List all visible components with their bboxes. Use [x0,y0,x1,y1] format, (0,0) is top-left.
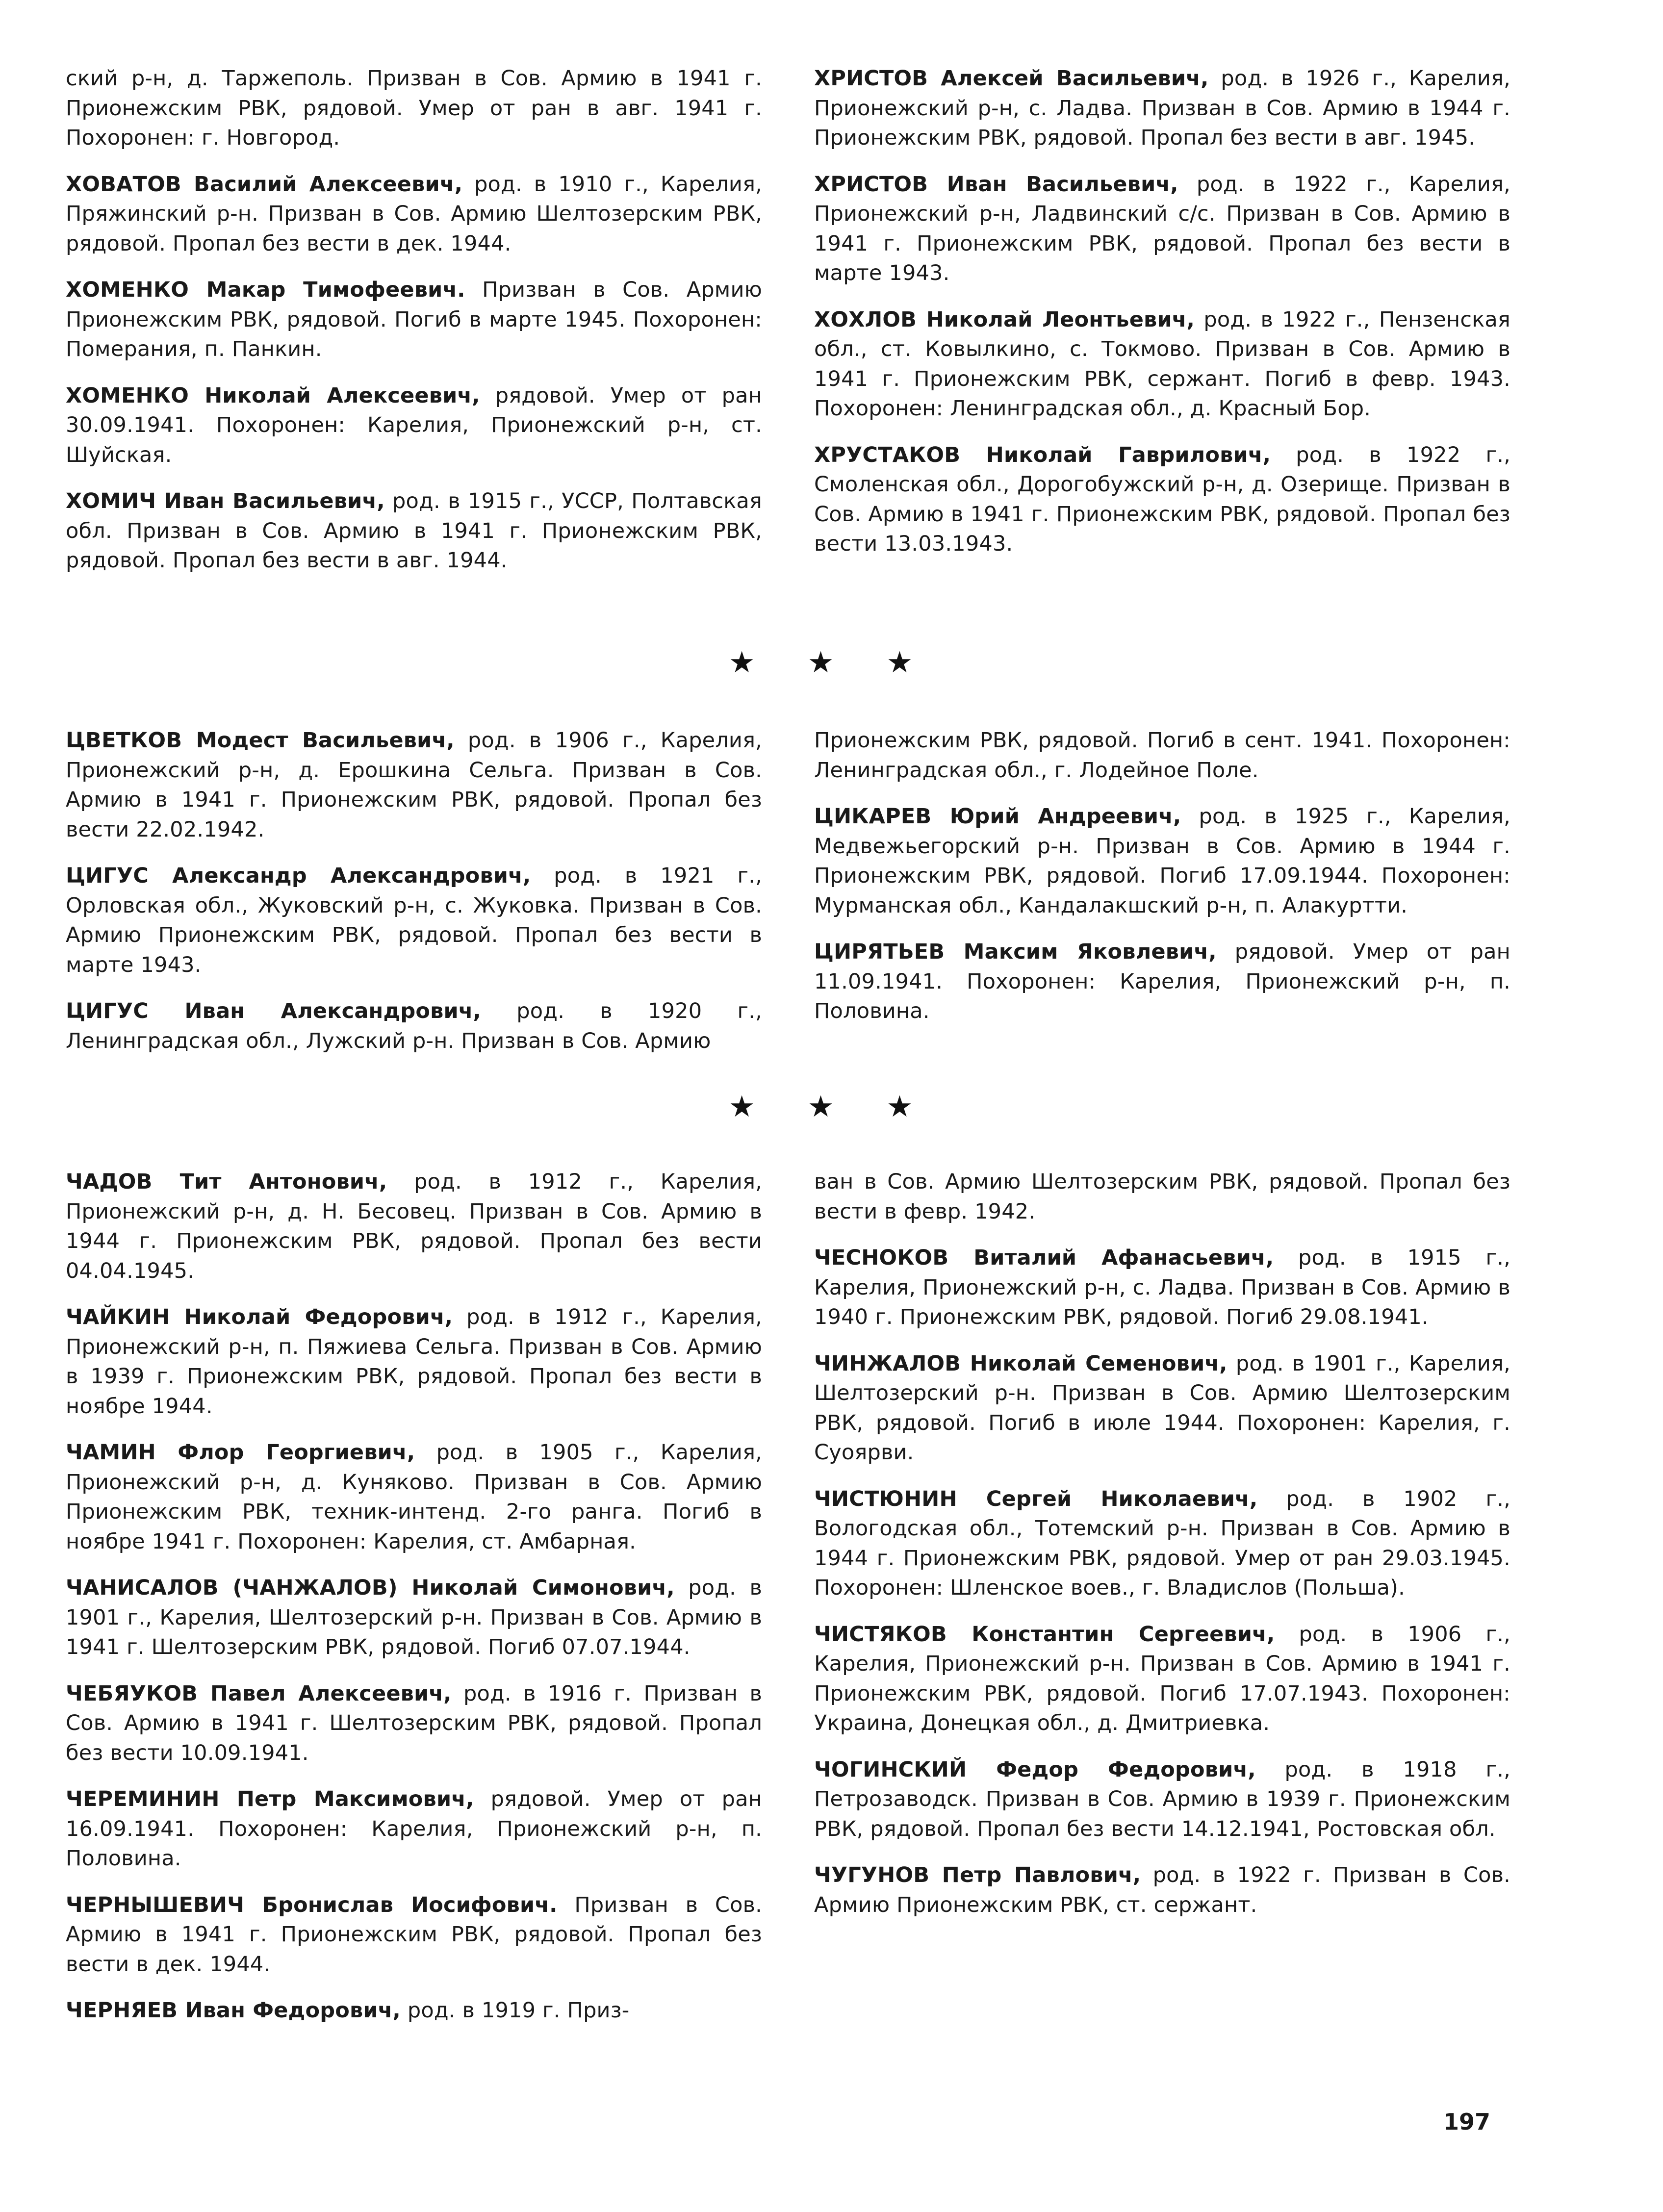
right-column [814,726,1510,1043]
entry-details: род. в 1921 г., Орловская обл., Жуковский р-н, с. Жуковка. Призван в Сов. Армию Прионежским РВК, рядовой. Пропал без вести в марте 1943. [66,864,762,977]
memorial-entry [66,64,762,153]
person-name: ЧЕСНОКОВ Виталий Афанасьевич, [814,1246,1274,1270]
entry-details: род. в 1922 г., Карелия, Прионежский р-н, Ладвинский с/с. Призван в Сов. Армию в 1941 г. Прионежским РВК, рядовой. Пропал без вести в марте 1943. [814,172,1510,285]
person-name: ЦИГУС Иван Александрович, [66,999,482,1023]
left-column [66,726,762,1072]
person-name: ЧУГУНОВ Петр Павлович, [814,1863,1141,1887]
right-column [814,1167,1510,1936]
entry-details: Прионежским РВК, рядовой. Погиб в сент. 1941. Похоронен: Ленинградская обл., г. Лодейное Поле. [814,728,1510,783]
entry-details: род. в 1901 г., Карелия, Шелтозерский р-н. Призван в Сов. Армию Шелтозерским РВК, рядовой. Погиб в июле 1944. Похоронен: Карелия, г. Суоярви. [814,1351,1511,1465]
person-name: ХРИСТОВ Алексей Васильевич, [814,66,1209,91]
memorial-entry [66,1438,762,1556]
entry-details: род. в 1912 г., Карелия, Прионежский р-н, п. Пяжиева Сельга. Призван в Сов. Армию в 1939 г. Прионежским РВК, рядовой. Пропал без вести в ноябре 1944. [66,1305,763,1419]
entry-details: рядовой. Умер от ран 30.09.1941. Похоронен: Карелия, Прионежский р-н, ст. Шуйская. [66,383,762,467]
person-name: ХОВАТОВ Василий Алексеевич, [66,172,463,197]
person-name: ЧОГИНСКИЙ Федор Федорович, [814,1757,1256,1782]
person-name: ЦИРЯТЬЕВ Максим Яковлевич, [814,940,1217,964]
memorial-entry [66,381,762,470]
person-name: ЧЕБЯУКОВ Павел Алексеевич, [66,1681,452,1706]
entry-details: род. в 1910 г., Карелия, Пряжинский р-н. Призван в Сов. Армию Шелтозерским РВК, рядовой. Пропал без вести в дек. 1944. [66,172,763,256]
person-name: ЧЕРНЯЕВ Иван Федорович, [66,1998,401,2023]
memorial-entry [66,861,762,980]
entry-details: род. в 1901 г., Карелия, Шелтозерский р-н. Призван в Сов. Армию в 1941 г. Шелтозерским РВК, рядовой. Погиб 07.07.1944. [66,1576,762,1659]
memorial-entry [66,170,762,259]
entry-details: род. в 1905 г., Карелия, Прионежский р-н, д. Куняково. Призван в Сов. Армию Прионежским РВК, техник-интенд. 2-го ранга. Погиб в ноябре 1941 г. Похоронен: Карелия, ст. Амбарная. [66,1440,763,1554]
person-name: ЧИНЖАЛОВ Николай Семенович, [814,1351,1228,1376]
memorial-entry [66,275,762,364]
person-name: ЧАМИН Флор Георгиевич, [66,1440,415,1465]
entry-details: род. в 1902 г., Вологодская обл., Тотемский р-н. Призван в Сов. Армию в 1944 г. Прионежским РВК, рядовой. Умер от ран 29.03.1945. Похоронен: Шленское воев., г. Владислов (Польша). [814,1486,1510,1600]
entry-details: ван в Сов. Армию Шелтозерским РВК, рядовой. Пропал без вести в февр. 1942. [814,1170,1510,1224]
entry-details: род. в 1922 г., Пензенская обл., ст. Ковылкино, с. Токмово. Призван в Сов. Армию в 1941 г. Прионежским РВК, сержант. Погиб в февр. 1943. Похоронен: Ленинградская обл., д. Красный Бор. [814,307,1510,421]
memorial-entry [814,64,1510,153]
memorial-entry [814,937,1510,1026]
memorial-entry [66,1679,762,1768]
person-name: ЧАЙКИН Николай Федорович, [66,1305,453,1329]
person-name: ХОМЕНКО Макар Тимофеевич. [66,278,465,302]
person-name: ЦВЕТКОВ Модест Васильевич, [66,728,455,753]
entry-details: рядовой. Умер от ран 11.09.1941. Похоронен: Карелия, Прионежский р-н, п. Половина. [814,940,1510,1023]
memorial-entry [814,1349,1510,1468]
memorial-entry [66,1573,762,1662]
entry-details: род. в 1906 г., Карелия, Прионежский р-н. Призван в Сов. Армию в 1941 г. Прионежским РВК, рядовой. Погиб 17.07.1943. Похоронен: Украина, Донецкая обл., д. Дмитриевка. [814,1622,1510,1735]
memorial-entry [814,1860,1510,1920]
person-name: ЧЕРЕМИНИН Петр Максимович, [66,1787,474,1811]
memorial-entry [66,486,762,576]
entry-details: род. в 1918 г., Петрозаводск. Призван в Сов. Армию в 1939 г. Прионежским РВК, рядовой. Пропал без вести 14.12.1941, Ростовская обл. [814,1757,1510,1841]
memorial-entry [66,1996,762,2026]
memorial-entry [814,170,1510,288]
entry-details: род. в 1919 г. Приз- [400,1998,630,2023]
memorial-entry [66,1167,762,1286]
entry-details: род. в 1925 г., Карелия, Медвежьегорский р-н. Призван в Сов. Армию в 1944 г. Прионежским РВК, рядовой. Погиб 17.09.1944. Похоронен: Мурманская обл., Кандалакшский р-н, п. Алакуртти. [814,804,1510,918]
entry-details: род. в 1916 г. Призван в Сов. Армию в 1941 г. Шелтозерским РВК, рядовой. Пропал без вести 10.09.1941. [66,1681,762,1765]
memorial-entry [66,1784,762,1874]
person-name: ХРУСТАКОВ Николай Гаврилович, [814,442,1271,467]
entry-details: рядовой. Умер от ран 16.09.1941. Похоронен: Карелия, Прионежский р-н, п. Половина. [66,1787,762,1871]
section-divider: ★ ★ ★ [728,645,935,680]
entry-details: род. в 1906 г., Карелия, Прионежский р-н, д. Ерошкина Сельга. Призван в Сов. Армию в 1941 г. Прионежским РВК, рядовой. Пропал без вести 22.02.1942. [66,728,763,842]
entry-details: род. в 1912 г., Карелия, Прионежский р-н, д. Н. Бесовец. Призван в Сов. Армию в 1944 г. Прионежским РВК, рядовой. Пропал без вести 04.04.1945. [66,1170,762,1283]
memorial-entry [814,1620,1510,1738]
person-name: ЧАНИСАЛОВ (ЧАНЖАЛОВ) Николай Симонович, [66,1576,675,1600]
memorial-entry [814,726,1510,785]
entry-details: Призван в Сов. Армию Прионежским РВК, рядовой. Погиб в марте 1945. Похоронен: Померания, п. Панкин. [66,278,762,361]
person-name: ХОХЛОВ Николай Леонтьевич, [814,307,1195,332]
entry-details: род. в 1915 г., УССР, Полтавская обл. Призван в Сов. Армию в 1941 г. Прионежским РВК, рядовой. Пропал без вести в авг. 1944. [66,489,762,573]
entry-details: Призван в Сов. Армию в 1941 г. Прионежским РВК, рядовой. Пропал без вести в дек. 1944. [66,1892,762,1977]
entry-details: род. в 1926 г., Карелия, Прионежский р-н, с. Ладва. Призван в Сов. Армию в 1944 г. Прионежским РВК, рядовой. Пропал без вести в авг. 1945. [814,66,1510,150]
section-divider: ★ ★ ★ [728,1090,935,1124]
right-column [814,64,1510,576]
memorial-entry [66,996,762,1056]
memorial-entry [66,1890,762,1980]
entry-details: род. в 1915 г., Карелия, Прионежский р-н, с. Ладва. Призван в Сов. Армию в 1940 г. Прионежским РВК, рядовой. Погиб 29.08.1941. [814,1246,1510,1329]
memorial-entry [814,802,1510,920]
memorial-entry [814,305,1510,424]
left-column [66,1167,762,2042]
person-name: ЦИГУС Александр Александрович, [66,864,531,888]
memorial-entry [814,1167,1510,1226]
person-name: ХРИСТОВ Иван Васильевич, [814,172,1178,197]
entry-details: ский р-н, д. Таржеполь. Призван в Сов. Армию в 1941 г. Прионежским РВК, рядовой. Умер от ран в авг. 1941 г. Похоронен: г. Новгород. [66,66,762,150]
memorial-entry [814,440,1510,559]
person-name: ЧИСТЯКОВ Константин Сергеевич, [814,1622,1275,1647]
memorial-entry [814,1484,1510,1603]
person-name: ЧАДОВ Тит Антонович, [66,1170,387,1194]
entry-details: род. в 1922 г. Призван в Сов. Армию Прионежским РВК, ст. сержант. [814,1863,1510,1917]
person-name: ЧЕРНЫШЕВИЧ Бронислав Иосифович. [66,1892,558,1917]
memorial-entry [66,1302,762,1421]
person-name: ХОМЕНКО Николай Алексеевич, [66,383,480,408]
person-name: ХОМИЧ Иван Васильевич, [66,489,385,513]
entry-details: род. в 1920 г., Ленинградская обл., Лужский р-н. Призван в Сов. Армию [66,999,762,1053]
left-column [66,64,762,592]
entry-details: род. в 1922 г., Смоленская обл., Дорогобужский р-н, д. Озерище. Призван в Сов. Армию в 1941 г. Прионежским РВК, рядовой. Пропал без вести 13.03.1943. [814,442,1510,556]
memorial-entry [814,1243,1510,1332]
person-name: ЧИСТЮНИН Сергей Николаевич, [814,1486,1258,1511]
memorial-entry [66,726,762,844]
page-number: 197 [1443,2109,1490,2135]
memorial-entry [814,1755,1510,1844]
person-name: ЦИКАРЕВ Юрий Андреевич, [814,804,1181,829]
